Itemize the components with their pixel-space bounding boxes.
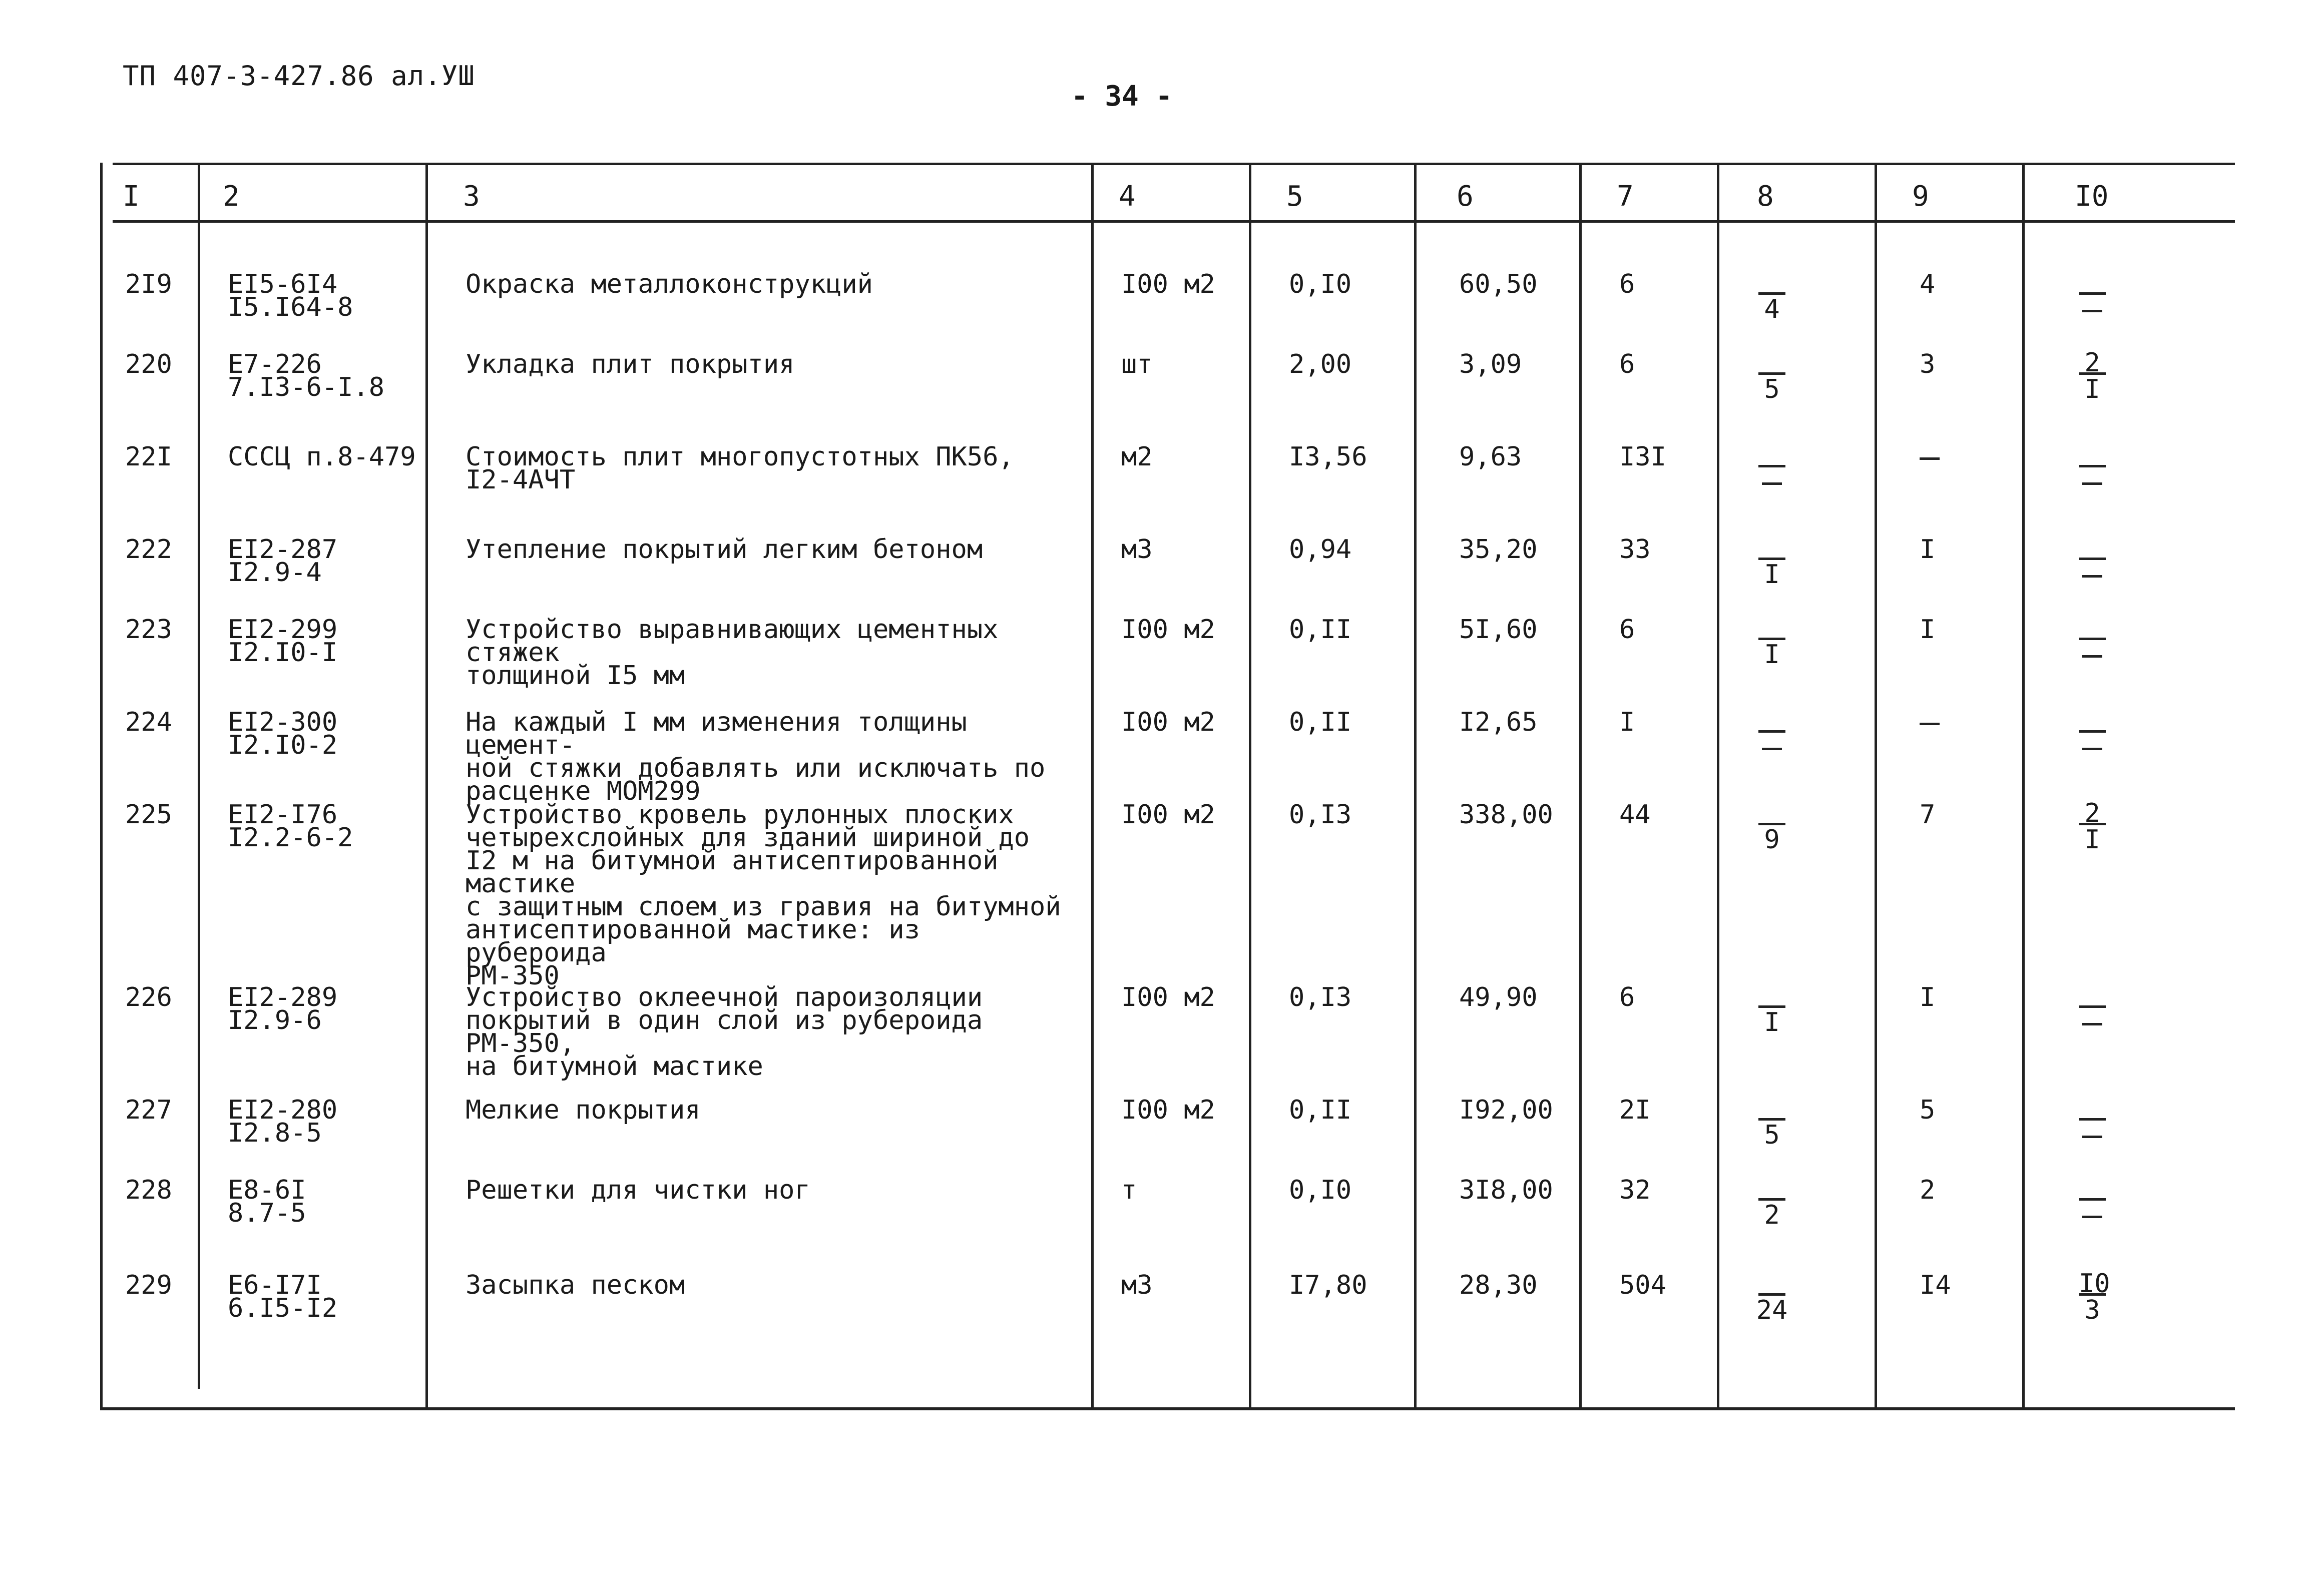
row-number: 227 — [125, 1095, 172, 1125]
unit: I00 м2 — [1121, 982, 1215, 1012]
column-divider — [2022, 163, 2025, 1409]
col-8-fraction-numerator — [1758, 1176, 1785, 1201]
row-number: 223 — [125, 615, 172, 645]
col-10-fraction — [2070, 616, 2115, 667]
col-9-value: 7 — [1920, 800, 1936, 830]
quantity: 2,00 — [1289, 349, 1352, 379]
column-header: I0 — [2075, 180, 2109, 213]
column-header: 9 — [1912, 180, 1929, 213]
unit-price: I92,00 — [1459, 1095, 1553, 1125]
col-8-fraction-numerator — [1758, 616, 1785, 640]
work-description: Устройство выравнивающих цементных стяжек толщиной I5 мм — [466, 615, 999, 691]
quantity: 0,94 — [1289, 535, 1352, 565]
col-9-value: I — [1920, 615, 1936, 645]
dash-mark — [2082, 310, 2102, 312]
col-10-fraction-numerator — [2079, 708, 2106, 733]
col-7-value: 504 — [1619, 1270, 1666, 1300]
unit-price: 28,30 — [1459, 1270, 1538, 1300]
column-divider — [198, 163, 200, 1389]
col-8-fraction-denominator — [1749, 469, 1794, 494]
unit-price: 9,63 — [1459, 442, 1522, 472]
col-8-fraction-numerator — [1758, 443, 1785, 467]
col-8-fraction — [1749, 536, 1794, 590]
row-number: 220 — [125, 349, 172, 379]
col-7-value: 6 — [1619, 615, 1635, 645]
work-description: Решетки для чистки ног — [466, 1175, 810, 1205]
col-10-fraction-numerator — [2079, 1096, 2106, 1121]
unit: I00 м2 — [1121, 1095, 1215, 1125]
col-10-fraction — [2070, 270, 2115, 322]
column-divider — [1875, 163, 1877, 1409]
column-divider — [425, 163, 428, 1409]
unit-price: 338,00 — [1459, 800, 1553, 830]
col-9-value: I — [1920, 982, 1936, 1012]
dash-mark — [2082, 1023, 2102, 1025]
unit-price: 5I,60 — [1459, 615, 1538, 645]
col-8-fraction — [1749, 801, 1794, 855]
column-divider — [100, 163, 103, 1409]
col-10-fraction — [2070, 798, 2115, 855]
col-8-fraction — [1749, 616, 1794, 670]
row-number: 222 — [125, 535, 172, 565]
dash-mark — [2082, 575, 2102, 578]
col-9-value: 5 — [1920, 1095, 1936, 1125]
unit-price: 35,20 — [1459, 535, 1538, 565]
col-10-fraction-numerator — [2079, 270, 2106, 295]
col-8-fraction-denominator: 24 — [1756, 1295, 1788, 1325]
quantity: 0,II — [1289, 707, 1352, 737]
column-header: 8 — [1757, 180, 1774, 213]
col-9-value: I4 — [1920, 1270, 1951, 1300]
quantity: 0,I3 — [1289, 800, 1352, 830]
work-description: Окраска металлоконструкций — [466, 269, 873, 299]
col-10-fraction-numerator — [2079, 443, 2106, 467]
dash-mark — [1762, 748, 1782, 750]
col-8-fraction-denominator: 2 — [1764, 1200, 1780, 1230]
column-divider — [1091, 163, 1094, 1409]
col-10-fraction — [2070, 350, 2115, 402]
col-8-fraction-denominator: 9 — [1764, 825, 1780, 855]
col-10-fraction-numerator: I0 — [2079, 1269, 2110, 1299]
col-10-fraction-denominator — [2070, 562, 2115, 587]
rate-code: ЕI2-280 I2.8-5 — [228, 1095, 338, 1148]
col-10-fraction — [2070, 1176, 2115, 1228]
unit: I00 м2 — [1121, 615, 1215, 645]
unit: I00 м2 — [1121, 269, 1215, 299]
col-9-value: 4 — [1920, 269, 1936, 299]
rate-code: ЕI2-287 I2.9-4 — [228, 535, 338, 588]
col-10-fraction-numerator: 2 — [2079, 801, 2106, 825]
col-8-fraction-denominator: 4 — [1764, 294, 1780, 324]
col-7-value: 6 — [1619, 982, 1635, 1012]
col-8-fraction-numerator — [1758, 536, 1785, 560]
column-divider — [1414, 163, 1417, 1409]
dash-mark — [1762, 482, 1782, 485]
column-divider — [1579, 163, 1582, 1409]
col-10-fraction — [2070, 1271, 2115, 1323]
unit-price: 3,09 — [1459, 349, 1522, 379]
col-10-fraction-numerator — [2079, 616, 2106, 640]
column-header: 4 — [1119, 180, 1136, 213]
column-header: 3 — [463, 180, 480, 213]
work-description: Стоимость плит многопустотных ПК56, I2-4АЧТ — [466, 442, 1014, 495]
column-header: 7 — [1617, 180, 1634, 213]
col-10-fraction — [2070, 1096, 2115, 1148]
col-9-value — [1920, 711, 1940, 734]
col-10-fraction-numerator: 2 — [2079, 350, 2106, 375]
quantity: 0,I3 — [1289, 982, 1352, 1012]
quantity: I7,80 — [1289, 1270, 1367, 1300]
col-10-fraction-numerator — [2079, 983, 2106, 1008]
rate-code: ЕI5-6I4 I5.I64-8 — [228, 269, 353, 322]
rate-code: СССЦ п.8-479 — [228, 442, 416, 472]
unit: м3 — [1121, 1270, 1153, 1300]
unit-price: 60,50 — [1459, 269, 1538, 299]
table-header-rule — [113, 220, 2235, 223]
col-10-fraction-denominator — [2070, 735, 2115, 760]
col-7-value: 44 — [1619, 800, 1651, 830]
col-10-fraction — [2070, 536, 2115, 587]
col-10-fraction-denominator — [2070, 642, 2115, 667]
dash-mark — [2082, 482, 2102, 485]
unit: т — [1121, 1175, 1137, 1205]
rate-code: ЕI2-I76 I2.2-6-2 — [228, 800, 353, 853]
column-header: I — [123, 180, 140, 213]
col-10-fraction-numerator — [2079, 536, 2106, 560]
unit: м2 — [1121, 442, 1153, 472]
unit-price: 3I8,00 — [1459, 1175, 1553, 1205]
column-header: 5 — [1286, 180, 1303, 213]
row-number: 229 — [125, 1270, 172, 1300]
rate-code: ЕI2-289 I2.9-6 — [228, 982, 338, 1035]
col-10-fraction-numerator — [2079, 1176, 2106, 1201]
quantity: 0,II — [1289, 615, 1352, 645]
unit: шт — [1121, 349, 1153, 379]
table-top-rule — [113, 163, 2235, 165]
work-description: На каждый I мм изменения толщины цемент- ной стяжки добавлять или исключать по расценке МОМ299 — [466, 707, 1046, 806]
row-number: 2I9 — [125, 269, 172, 299]
col-10-fraction-denominator — [2070, 469, 2115, 494]
work-description: Засыпка песком — [466, 1270, 685, 1300]
col-7-value: 6 — [1619, 269, 1635, 299]
unit: I00 м2 — [1121, 707, 1215, 737]
rate-code: Е6-I7I 6.I5-I2 — [228, 1270, 338, 1323]
col-8-fraction — [1749, 708, 1794, 760]
quantity: I3,56 — [1289, 442, 1367, 472]
col-7-value: I3I — [1619, 442, 1666, 472]
rate-code: Е8-6I 8.7-5 — [228, 1175, 306, 1228]
work-description: Устройство оклеечной пароизоляции покрытий в один слой из рубероида РМ-350, на битумной мастике — [466, 982, 983, 1082]
col-7-value: 2I — [1619, 1095, 1651, 1125]
row-number: 228 — [125, 1175, 172, 1205]
row-number: 224 — [125, 707, 172, 737]
dash-mark — [2082, 1216, 2102, 1218]
col-8-fraction-denominator: I — [1764, 1007, 1780, 1037]
col-10-fraction — [2070, 708, 2115, 760]
work-description: Укладка плит покрытия — [466, 349, 795, 379]
column-divider — [1249, 163, 1251, 1409]
col-9-value: I — [1920, 535, 1936, 565]
page-number: - 34 - — [1071, 80, 1173, 113]
column-header: 6 — [1457, 180, 1474, 213]
col-8-fraction — [1749, 270, 1794, 322]
row-number: 22I — [125, 442, 172, 472]
quantity: 0,II — [1289, 1095, 1352, 1125]
quantity: 0,I0 — [1289, 269, 1352, 299]
col-7-value: I — [1619, 707, 1635, 737]
col-8-fraction-numerator — [1758, 983, 1785, 1008]
col-8-fraction-numerator — [1758, 708, 1785, 733]
rate-code: Е7-226 7.I3-6-I.8 — [228, 349, 385, 402]
dash-mark — [1920, 723, 1940, 725]
unit: I00 м2 — [1121, 800, 1215, 830]
col-8-fraction — [1749, 443, 1794, 494]
dash-mark — [2082, 655, 2102, 658]
col-10-fraction — [2070, 983, 2115, 1035]
dash-mark — [2082, 748, 2102, 750]
col-10-fraction-denominator — [2070, 1123, 2115, 1148]
col-8-fraction — [1749, 1176, 1794, 1228]
col-7-value: 6 — [1619, 349, 1635, 379]
col-8-fraction — [1749, 1096, 1794, 1148]
col-10-fraction-denominator: I — [2084, 374, 2100, 404]
col-10-fraction-denominator — [2070, 1010, 2115, 1035]
dash-mark — [2082, 1136, 2102, 1138]
col-9-value — [1920, 445, 1940, 468]
work-description: Устройство кровель рулонных плоских четырехслойных для зданий шириной до I2 м на битумной антисептированной мастике с защитным слоем из гравия на битумной антисептированной мастике: из рубероида РМ-350 — [466, 800, 1061, 991]
unit: м3 — [1121, 535, 1153, 565]
col-10-fraction — [2070, 443, 2115, 494]
col-8-fraction-denominator — [1749, 735, 1794, 760]
col-8-fraction-denominator: I — [1764, 640, 1780, 670]
col-7-value: 33 — [1619, 535, 1651, 565]
dash-mark — [1920, 457, 1940, 460]
work-description: Мелкие покрытия — [466, 1095, 701, 1125]
col-9-value: 2 — [1920, 1175, 1936, 1205]
col-9-value: 3 — [1920, 349, 1936, 379]
work-description: Утепление покрытий легким бетоном — [466, 535, 983, 565]
unit-price: 49,90 — [1459, 982, 1538, 1012]
col-8-fraction-denominator: I — [1764, 560, 1780, 590]
column-divider — [1717, 163, 1719, 1409]
col-10-fraction-denominator: 3 — [2084, 1295, 2100, 1325]
col-8-fraction-numerator — [1758, 350, 1785, 375]
table-bottom-rule — [100, 1407, 2235, 1410]
rate-code: ЕI2-300 I2.I0-2 — [228, 707, 338, 760]
column-header: 2 — [223, 180, 240, 213]
col-7-value: 32 — [1619, 1175, 1651, 1205]
rate-code: ЕI2-299 I2.I0-I — [228, 615, 338, 668]
col-8-fraction-numerator — [1758, 270, 1785, 295]
quantity: 0,I0 — [1289, 1175, 1352, 1205]
col-8-fraction-numerator — [1758, 1096, 1785, 1121]
row-number: 225 — [125, 800, 172, 830]
col-8-fraction-denominator: 5 — [1764, 1120, 1780, 1150]
col-8-fraction-numerator — [1758, 801, 1785, 825]
col-8-fraction-numerator — [1758, 1271, 1785, 1296]
unit-price: I2,65 — [1459, 707, 1538, 737]
document-code: ТП 407-3-427.86 ал.УШ — [123, 60, 475, 92]
col-10-fraction-denominator — [2070, 1203, 2115, 1228]
row-number: 226 — [125, 982, 172, 1012]
col-10-fraction-denominator — [2070, 297, 2115, 322]
col-8-fraction — [1749, 1271, 1794, 1323]
col-8-fraction — [1749, 983, 1794, 1035]
col-8-fraction-denominator: 5 — [1764, 374, 1780, 404]
col-10-fraction-denominator: I — [2084, 825, 2100, 855]
col-8-fraction — [1749, 350, 1794, 402]
